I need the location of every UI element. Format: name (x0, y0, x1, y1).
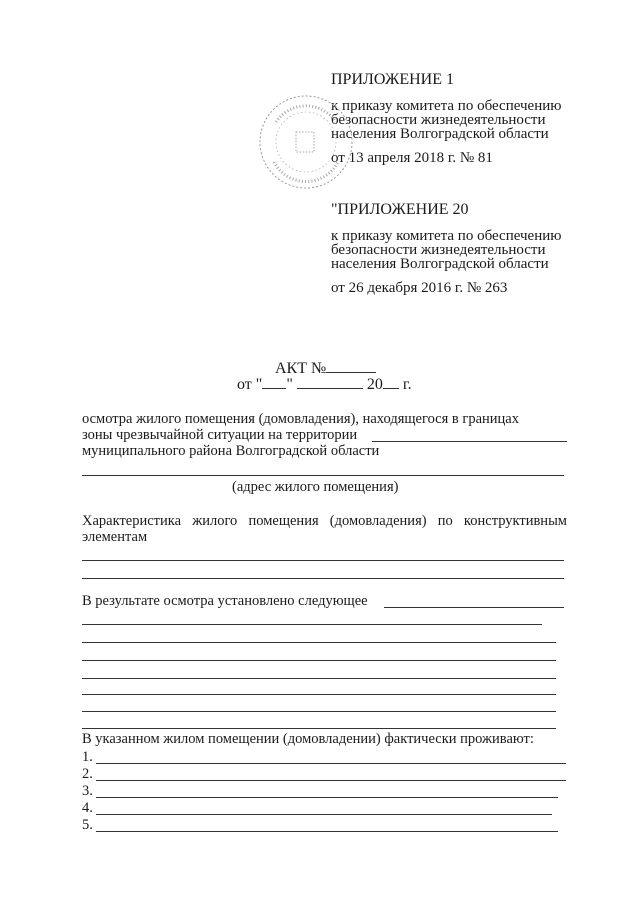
characteristic-blank-1 (82, 560, 564, 561)
result-blank-4 (82, 678, 556, 679)
act-date-year: 20 (366, 376, 383, 393)
act-title-text: АКТ № (275, 360, 327, 377)
result-blank-1 (82, 624, 542, 625)
appendix1-title: ПРИЛОЖЕНИЕ 1 (331, 71, 455, 88)
appendix20-line1: к приказу комитета по обеспечению (331, 228, 562, 244)
resident-blank-5 (96, 831, 558, 832)
act-date (237, 376, 412, 393)
act-year-blank (383, 376, 399, 389)
characteristic-blank-2 (82, 578, 564, 579)
appendix1-line1: к приказу комитета по обеспечению (331, 98, 562, 114)
act-day-blank (262, 376, 286, 389)
appendix20-date: от 26 декабря 2016 г. № 263 (331, 280, 508, 296)
characteristic-line2: элементам (82, 529, 148, 545)
appendix1-date: от 13 апреля 2018 г. № 81 (331, 150, 493, 166)
act-date-suffix: г. (402, 376, 412, 393)
resident-number-4: 4. (82, 800, 93, 816)
act-title (275, 360, 376, 377)
body-line2: зоны чрезвычайной ситуации на территории (82, 427, 358, 443)
body-line1: осмотра жилого помещения (домовладения), находящегося в границах (82, 411, 519, 427)
territory-blank (372, 441, 567, 442)
address-line (82, 475, 564, 476)
seal-stamp (256, 92, 356, 192)
resident-number-5: 5. (82, 817, 93, 833)
act-number-blank (326, 360, 376, 373)
appendix20-line2: безопасности жизнедеятельности (331, 242, 546, 258)
resident-blank-3 (96, 797, 558, 798)
resident-number-3: 3. (82, 783, 93, 799)
resident-blank-4 (96, 814, 552, 815)
address-caption: (адрес жилого помещения) (232, 479, 399, 495)
result-blank-3 (82, 660, 556, 661)
result-blank-6 (82, 711, 556, 712)
appendix1-line3: населения Волгоградской области (331, 126, 549, 142)
resident-number-2: 2. (82, 766, 93, 782)
result-blank-0 (384, 607, 564, 608)
residents-label: В указанном жилом помещении (домовладении) фактически проживают: (82, 731, 534, 747)
resident-blank-2 (96, 780, 566, 781)
appendix1-line2: безопасности жизнедеятельности (331, 112, 546, 128)
resident-number-1: 1. (82, 749, 93, 765)
appendix20-line3: населения Волгоградской области (331, 256, 549, 272)
result-label: В результате осмотра установлено следующее (82, 593, 368, 609)
result-blank-7 (82, 728, 556, 729)
characteristic-line1: Характеристика жилого помещения (домовладения) по конструктивным (82, 513, 567, 529)
result-blank-5 (82, 694, 556, 695)
appendix20-title: "ПРИЛОЖЕНИЕ 20 (331, 201, 469, 218)
act-month-blank (297, 376, 363, 389)
result-blank-2 (82, 642, 556, 643)
resident-blank-1 (96, 763, 566, 764)
act-date-quote: " (286, 376, 293, 393)
body-line3: муниципального района Волгоградской области (82, 443, 380, 459)
act-date-prefix: от " (237, 376, 263, 393)
